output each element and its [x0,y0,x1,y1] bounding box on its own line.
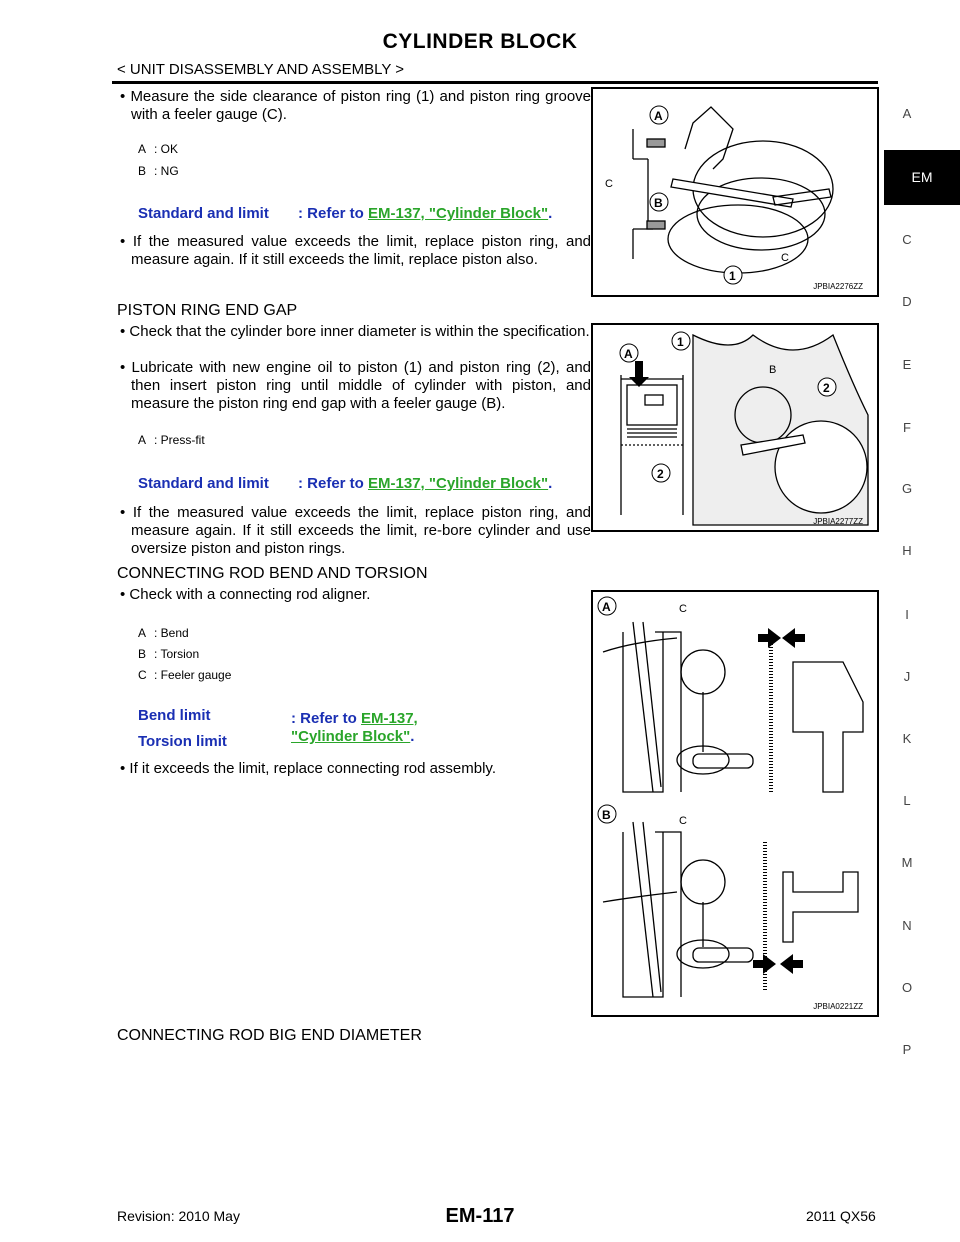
figure-bend-torsion [591,590,879,1017]
spec-reference [298,205,552,222]
bullet-text: If it exceeds the limit, replace connecting rod assembly. [129,760,496,777]
side-tab-e[interactable]: E [902,357,912,372]
rod-aligner-illustration [593,592,877,1015]
footer-model: 2011 QX56 [806,1208,876,1224]
heading-rod-bend-torsion: CONNECTING ROD BEND AND TORSION [117,565,428,582]
piston-ring-illustration [593,89,877,295]
spec-end: . [410,728,415,745]
spec-reference [291,710,418,727]
callout-b: B [654,196,663,210]
torsion-limit-label: Torsion limit [138,733,227,750]
heading-big-end-diameter: CONNECTING ROD BIG END DIAMETER [117,1027,422,1044]
spec-link-part2[interactable]: "Cylinder Block" [291,728,411,745]
spec-refer-text: : Refer to [298,475,369,492]
figure-side-clearance [591,87,879,297]
callout-c-right: C [781,252,789,264]
legend-a-press-fit [138,430,205,450]
side-tab-j[interactable]: J [903,669,911,684]
side-tab-h[interactable]: H [902,543,912,558]
page-number: EM-117 [445,1205,515,1227]
spec-end: . [548,205,553,222]
bullet-text: Check that the cylinder bore inner diameter is within the specification. [129,323,590,340]
legend-value: : Press-fit [154,433,205,447]
side-tab-k[interactable]: K [902,731,912,746]
side-tab-f[interactable]: F [903,420,911,435]
legend-key: B [138,164,147,178]
legend-key: A [138,433,147,447]
spec-reference-cont [291,728,414,745]
callout-b: B [602,808,611,822]
legend-key: A [138,142,147,156]
figure-code: JPBIA2276ZZ [813,282,863,291]
footer-revision: Revision: 2010 May [117,1208,240,1224]
side-tab-m[interactable]: M [901,855,913,870]
legend-value: : NG [154,164,179,178]
side-tab-d[interactable]: D [902,294,912,309]
legend-value: : Bend [154,626,189,640]
bullet-text: If the measured value exceeds the limit, replace piston ring, and measure again. If it still exceeds the limit, re-bore cylinder and use oversize piston and piston rings. [131,504,592,557]
bullet-replace-piston: • If the measured value exceeds the limit, replace piston ring, and measure again. If it still exceeds the limit, replace piston also. [120,233,592,268]
page-title: CYLINDER BLOCK [382,30,578,53]
callout-a: A [624,347,633,361]
spec-link[interactable]: EM-137, "Cylinder Block" [368,475,549,492]
bullet-text: Measure the side clearance of piston ring (1) and piston ring groove with a feeler gauge (C). [130,88,592,123]
bullet-text: Lubricate with new engine oil to piston (1) and piston ring (2), and then insert piston ring until middle of cylinder with piston, and measure the piston ring end gap with a feeler gauge (B). [131,359,592,412]
spec-refer-text: : Refer to [298,205,369,222]
spec-refer-text: : Refer to [291,710,362,727]
breadcrumb: < UNIT DISASSEMBLY AND ASSEMBLY > [117,61,405,78]
bullet-rebore: • If the measured value exceeds the limit, replace piston ring, and measure again. If it still exceeds the limit, re-bore cylinder and use oversize piston and piston rings. [120,504,592,557]
spec-link-part1[interactable]: EM-137, [361,710,418,727]
side-tab-g[interactable]: G [901,481,913,496]
legend-key: B [138,647,147,661]
header-rule [112,81,878,84]
legend-b-torsion [138,644,199,664]
callout-b: B [769,364,777,376]
callout-2-left: 2 [657,467,664,481]
side-tab-a[interactable]: A [902,106,912,121]
legend-value: : Feeler gauge [154,668,232,682]
legend-key: C [138,668,147,682]
legend-value: : Torsion [154,647,200,661]
legend-a-bend [138,623,189,643]
spec-end: . [548,475,553,492]
spec-link[interactable]: EM-137, "Cylinder Block" [368,205,549,222]
callout-2-right: 2 [823,381,830,395]
callout-a: A [654,109,663,123]
figure-code: JPBIA2277ZZ [813,517,863,526]
bullet-aligner: • Check with a connecting rod aligner. [120,586,371,603]
side-tab-l[interactable]: L [903,793,911,808]
heading-piston-ring-end-gap: PISTON RING END GAP [117,302,298,319]
side-tab-n[interactable]: N [902,918,912,933]
side-tab-i[interactable]: I [905,607,909,622]
callout-c-left: C [605,178,613,190]
figure-code: JPBIA0221ZZ [813,1002,863,1011]
callout-1: 1 [729,269,736,283]
callout-c-bottom: C [679,815,687,827]
legend-value: : OK [154,142,179,156]
legend-c-feeler [138,665,231,685]
callout-c-top: C [679,603,687,615]
figure-end-gap [591,323,879,532]
spec-label: Standard and limit [138,475,269,492]
callout-a: A [602,600,611,614]
bullet-text: If the measured value exceeds the limit, replace piston ring, and measure again. If it still exceeds the limit, replace piston also. [131,233,592,268]
legend-b-ng [138,161,179,181]
side-tab-em-active[interactable]: EM [884,150,960,205]
side-tab-c[interactable]: C [902,232,912,247]
bullet-text: Check with a connecting rod aligner. [129,586,371,603]
spec-reference [298,475,552,492]
bullet-side-clearance: • Measure the side clearance of piston ring (1) and piston ring groove with a feeler gauge (C). [120,88,592,123]
side-tab-p[interactable]: P [902,1042,912,1057]
bullet-check-bore: • Check that the cylinder bore inner diameter is within the specification. [120,323,590,340]
callout-1: 1 [677,335,684,349]
legend-key: A [138,626,147,640]
end-gap-illustration [593,325,877,530]
bullet-replace-rod: • If it exceeds the limit, replace connecting rod assembly. [120,760,496,777]
spec-label: Standard and limit [138,205,269,222]
bullet-lubricate: • Lubricate with new engine oil to piston (1) and piston ring (2), and then insert piston ring until middle of cylinder with piston, and measure the piston ring end gap with a feeler gauge (B). [120,359,592,412]
side-tab-o[interactable]: O [901,980,913,995]
legend-a-ok [138,139,178,159]
bend-limit-label: Bend limit [138,707,211,724]
